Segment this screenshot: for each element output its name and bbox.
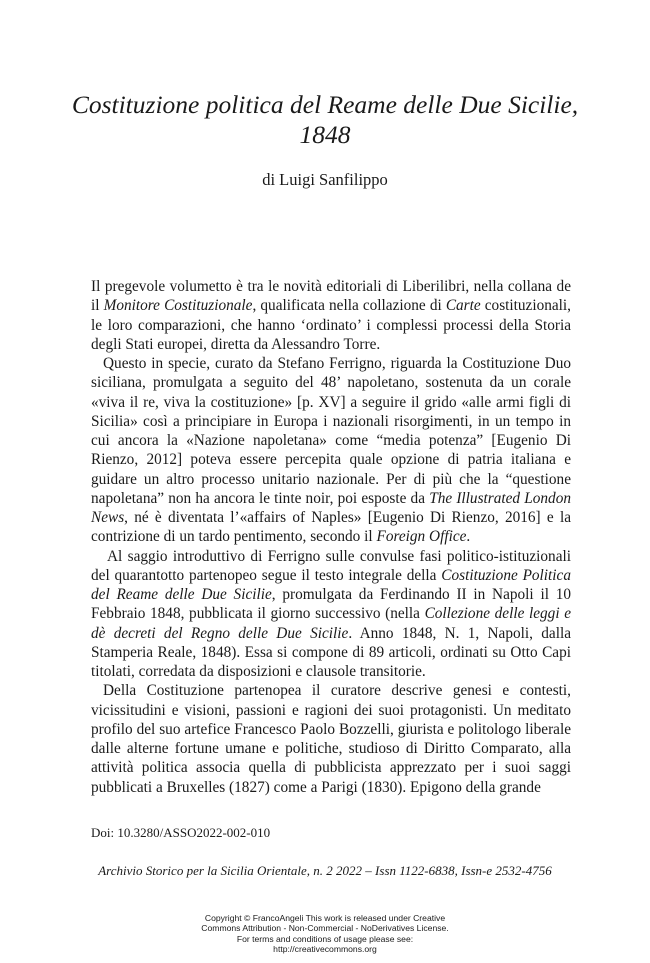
paragraph-3: Al saggio introduttivo di Ferrigno sulle convulse fasi politico-istituzionali del quarantotto partenopeo segue il testo integrale della Costituzione Politica del Reame delle Due Sicilie, promulgata da Ferdinando II in Napoli il 10 Febbraio 1848, pubblicata il giorno successivo (nella Collezione delle leggi e dè decreti del Regno delle Due Sicilie. Anno 1848, N. 1, Napoli, dalla Stamperia Reale, 1848). Essa si compone di 89 articoli, ordinati su Otto Capi titolati, corredata da disposizioni e clausole transitorie. xyxy=(91,547,571,680)
paragraph-4: Della Costituzione partenopea il curatore descrive genesi e contesti, vicissitudini e visioni, passioni e ragioni dei suoi protagonisti. Un meditato profilo del suo artefice Francesco Paolo Bozzelli, giurista e politologo liberale dalle alterne fortune umane e politiche, studioso di Diritto Comparato, alla attività politica associa quella di pubblicista apprezzato per i suoi saggi pubblicati a Bruxelles (1827) come a Parigi (1830). Epigono della grande xyxy=(91,682,571,796)
italic-term: Foreign Office xyxy=(376,528,467,546)
article-body xyxy=(91,277,571,797)
copyright-link[interactable]: http://creativecommons.org xyxy=(273,944,377,955)
article-author: di Luigi Sanfilippo xyxy=(262,170,388,189)
article-title xyxy=(60,90,590,150)
doi-line: Doi: 10.3280/ASSO2022-002-010 xyxy=(91,825,271,840)
journal-citation: Archivio Storico per la Sicilia Orientale, n. 2 2022 – Issn 1122-6838, Issn-e 2532-4756 xyxy=(98,863,552,878)
paragraph-2: Questo in specie, curato da Stefano Ferrigno, riguarda la Costituzione Duo siciliana, promulgata a seguito del 48’ napoletano, sostenuta da un corale «viva il re, viva la costituzione» [p. XV] a seguire il grido «alle armi figli di Sicilia» così a principiare in Europa i nazionali risorgimenti, in un tempo in cui ancora la «Nazione napoletana» come “media potenza” [Eugenio Di Rienzo, 2012] poteva essere percepita quale opzione di patria italiana e guidare un altro processo unitario nazionale. Per di più che la “questione napoletana” non ha ancora le tinte noir, poi esposte da The Illustrated London News, né è diventata l’«affairs of Naples» [Eugenio Di Rienzo, 2016] e la contrizione di un tardo pentimento, secondo il Foreign Office. xyxy=(91,355,571,546)
italic-term: Monitore Costituzionale xyxy=(103,297,253,315)
title-line-2: 1848 xyxy=(299,120,351,149)
italic-term: Costituzione Politica del Reame delle Due Sicilie xyxy=(91,566,571,603)
italic-term: Carte xyxy=(445,297,481,315)
title-line-1: Costituzione politica del Reame delle Due Sicilie, xyxy=(71,90,579,119)
copyright-notice xyxy=(160,913,490,955)
copyright-line-2: Commons Attribution - Non-Commercial - NoDerivatives License. xyxy=(201,923,449,934)
italic-term: Collezione delle leggi e dè decreti del Regno delle Due Sicilie xyxy=(91,605,571,642)
copyright-line-1: Copyright © FrancoAngeli This work is released under Creative xyxy=(204,913,446,923)
italic-term: The Illustrated London News xyxy=(91,489,571,526)
copyright-line-3: For terms and conditions of usage please see: xyxy=(236,933,414,944)
paragraph-1: Il pregevole volumetto è tra le novità editoriali di Liberilibri, nella collana de il Monitore Costituzionale, qualificata nella collazione di Carte costituzionali, le loro comparazioni, che hanno ‘ordinato’ i complessi processi della Storia degli Stati europei, diretta da Alessandro Torre. xyxy=(91,278,571,353)
